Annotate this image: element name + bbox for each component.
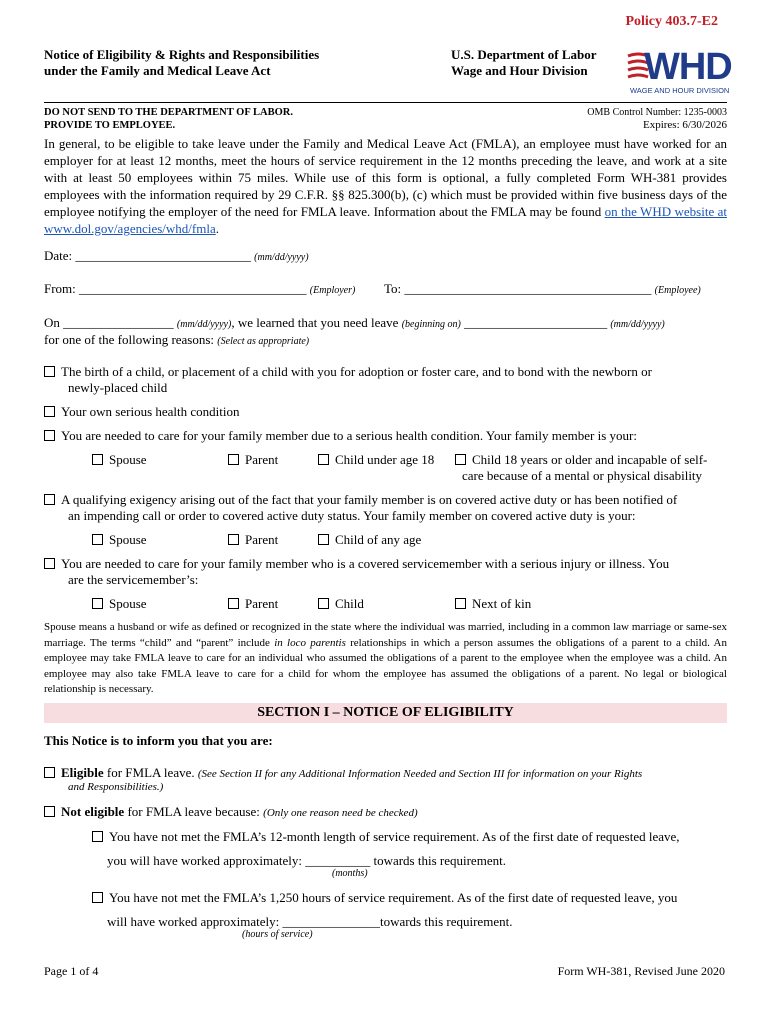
reason-servicemember (44, 556, 669, 572)
to-label: To: ______________________________________ (384, 281, 652, 296)
hours-line1: You have not met the FMLA’s 1,250 hours of service requirement. As of the first date of requested leave, you (109, 890, 678, 905)
own-health-checkbox[interactable] (44, 406, 55, 417)
exigency-spouse-checkbox[interactable] (92, 534, 103, 545)
service-child-label: Child (335, 596, 364, 611)
months-input[interactable]: __________ (305, 853, 371, 868)
do-not-send-line2: PROVIDE TO EMPLOYEE. (44, 120, 176, 131)
omb-control-number: OMB Control Number: 1235-0003 (587, 107, 727, 118)
reasons-row (44, 332, 309, 348)
service-kin-label: Next of kin (472, 596, 532, 611)
birth-checkbox[interactable] (44, 366, 55, 377)
not-eligible-rest: for FMLA leave because: (124, 804, 260, 819)
family-parent-checkbox[interactable] (228, 454, 239, 465)
section-1-intro: This Notice is to inform you that you are: (44, 733, 273, 748)
servicemember-checkbox[interactable] (44, 558, 55, 569)
family-spouse-label: Spouse (109, 452, 147, 467)
servicemember-line1: You are needed to care for your family member who is a covered servicemember with a serious injury or illness. You (61, 556, 670, 571)
service-option-spouse (92, 596, 147, 612)
service-parent-label: Parent (245, 596, 279, 611)
intro-paragraph (44, 135, 727, 237)
department-line1: U.S. Department of Labor (451, 47, 597, 62)
hours-line2-text: will have worked approximately: (107, 914, 283, 929)
reason-exigency (44, 492, 677, 508)
family-child18-label: Child under age 18 (335, 452, 435, 467)
from-field[interactable] (44, 281, 355, 297)
eligible-rest: for FMLA leave. (103, 765, 195, 780)
date-format-hint: (mm/dd/yyyy) (254, 252, 309, 263)
reason-birth (44, 364, 652, 380)
not-eligible-option (44, 804, 418, 820)
employee-hint: (Employee) (654, 285, 701, 296)
expiration-date: Expires: 6/30/2026 (642, 119, 727, 131)
family-parent-label: Parent (245, 452, 279, 467)
exigency-spouse-label: Spouse (109, 532, 147, 547)
section-1-title: SECTION I – NOTICE OF ELIGIBILITY (44, 703, 727, 723)
months-requirement-option (92, 829, 680, 845)
servicemember-line2: are the servicemember’s: (68, 572, 199, 587)
care-family-text: You are needed to care for your family member due to a serious health condition. Your family member is your: (61, 428, 637, 443)
hours-line2-end: towards this requirement. (379, 914, 513, 929)
department-line2: Wage and Hour Division (451, 63, 588, 78)
exigency-line1: A qualifying exigency arising out of the fact that your family member is on covered active duty or has been notified of (61, 492, 678, 507)
intro-end: . (215, 221, 219, 236)
date-label: Date: ___________________________ (44, 248, 251, 263)
service-child-checkbox[interactable] (318, 598, 329, 609)
service-spouse-label: Spouse (109, 596, 147, 611)
eligible-label: Eligible (61, 765, 104, 780)
months-checkbox[interactable] (92, 831, 103, 842)
exigency-line2: an impending call or order to covered active duty status. Your family member on covered active duty is your: (68, 508, 636, 523)
begin-date-field[interactable]: ______________________ (464, 315, 608, 330)
hours-input[interactable]: _______________ (282, 914, 380, 929)
eligible-hint-line1: (See Section II for any Additional Information Needed and Section III for information on your Rights (197, 768, 643, 780)
eligible-option (44, 765, 642, 781)
whd-logo (626, 46, 732, 98)
service-option-parent (228, 596, 278, 612)
family-option-child-over18 (455, 452, 707, 468)
service-kin-checkbox[interactable] (455, 598, 466, 609)
hours-hint: (hours of service) (242, 929, 313, 940)
intro-text: In general, to be eligible to take leave under the Family and Medical Leave Act (FMLA), an employee must have worked for an employer for at least 12 months, meet the hours of service requirement in the 12 months preceding the leave, and work at a site with at least 50 employees within 75 miles. While use of this form is optional, a fully completed Form WH-381 provides employees with the information required by 29 C.F.R. §§ 825.300(b), (c) which must be provided within five business days of the employee notifying the employer of the need for FMLA leave. Information about the FMLA may be found (44, 136, 727, 219)
exigency-option-child (318, 532, 421, 548)
whd-logo-subtitle: WAGE AND HOUR DIVISION (630, 86, 730, 95)
leave-date-row (44, 315, 665, 331)
reasons-label: for one of the following reasons: (44, 332, 215, 347)
months-hint: (months) (332, 868, 368, 879)
exigency-option-spouse (92, 532, 147, 548)
reason-own-health (44, 404, 240, 420)
definition-text-italic: in loco parentis (274, 636, 346, 649)
family-child-over18-checkbox[interactable] (455, 454, 466, 465)
family-option-parent (228, 452, 278, 468)
exigency-child-label: Child of any age (335, 532, 422, 547)
hours-requirement-option (92, 890, 677, 906)
months-line1: You have not met the FMLA’s 12-month length of service requirement. As of the first date of requested leave, (109, 829, 680, 844)
do-not-send-notice (44, 106, 293, 132)
begin-date-hint: (mm/dd/yyyy) (610, 319, 665, 330)
months-line2-end: towards this requirement. (370, 853, 506, 868)
own-health-text: Your own serious health condition (61, 404, 240, 419)
to-field[interactable] (384, 281, 701, 297)
notice-title-line2: under the Family and Medical Leave Act (44, 63, 271, 78)
exigency-child-checkbox[interactable] (318, 534, 329, 545)
learned-text: , we learned that you need leave (231, 315, 399, 330)
beginning-hint: (beginning on) (401, 319, 461, 330)
family-option-spouse (92, 452, 147, 468)
service-spouse-checkbox[interactable] (92, 598, 103, 609)
birth-text-line2: newly-placed child (68, 380, 168, 395)
reason-care-family (44, 428, 637, 444)
form-revision: Form WH-381, Revised June 2020 (557, 964, 725, 978)
hours-checkbox[interactable] (92, 892, 103, 903)
months-line2-text: you will have worked approximately: (107, 853, 302, 868)
notice-title (44, 47, 319, 79)
service-option-kin (455, 596, 531, 612)
not-eligible-label: Not eligible (61, 804, 125, 819)
family-child18-checkbox[interactable] (318, 454, 329, 465)
on-date-field[interactable]: On _________________ (44, 315, 174, 330)
definition-text-part1: Spouse means a husband or wife as defined or recognized in the state where the individual was married, including in a common law marriage or same-sex marriage. The terms “child” and “parent” include (44, 621, 727, 649)
from-label: From: ___________________________________ (44, 281, 307, 296)
reasons-hint: (Select as appropriate) (217, 336, 310, 347)
date-field[interactable] (44, 248, 309, 264)
hours-line2 (107, 914, 512, 930)
family-child-over18-line2: care because of a mental or physical disability (462, 468, 703, 483)
do-not-send-line1: DO NOT SEND TO THE DEPARTMENT OF LABOR. (44, 107, 293, 118)
notice-title-line1: Notice of Eligibility & Rights and Responsibilities (44, 47, 320, 62)
header-divider (44, 102, 727, 103)
not-eligible-hint: (Only one reason need be checked) (263, 807, 418, 819)
service-parent-checkbox[interactable] (228, 598, 239, 609)
eligible-checkbox[interactable] (44, 767, 55, 778)
exigency-parent-checkbox[interactable] (228, 534, 239, 545)
department-name (451, 47, 597, 79)
definition-text-part2: relationships in which a person assumes the obligations of a parent to a child. An employee may take FMLA leave to care for an individual who assumed the obligations of a parent to the employee when the employee was a child. An employee may also take FMLA leave to care for a child for whom the employee has assumed the obligations of a parent. No legal or biological relationship is necessary. (44, 636, 727, 695)
months-line2 (107, 853, 506, 869)
omb-info (587, 106, 727, 132)
family-option-child18 (318, 452, 434, 468)
whd-website-link[interactable]: on the WHD website at www.dol.gov/agencies/whd/fmla (44, 204, 727, 236)
care-family-checkbox[interactable] (44, 430, 55, 441)
family-child-over18-line1: Child 18 years or older and incapable of self- (472, 452, 708, 467)
family-spouse-checkbox[interactable] (92, 454, 103, 465)
on-date-hint: (mm/dd/yyyy) (176, 319, 232, 330)
definition-paragraph (44, 620, 727, 698)
birth-text-line1: The birth of a child, or placement of a child with you for adoption or foster care, and to bond with the newborn or (61, 364, 652, 379)
eligible-hint-line2: and Responsibilities.) (68, 781, 164, 793)
page-number: Page 1 of 4 (44, 964, 99, 978)
exigency-parent-label: Parent (245, 532, 279, 547)
policy-number: Policy 403.7-E2 (625, 14, 718, 29)
employer-hint: (Employer) (309, 285, 356, 296)
service-option-child (318, 596, 364, 612)
not-eligible-checkbox[interactable] (44, 806, 55, 817)
exigency-checkbox[interactable] (44, 494, 55, 505)
whd-logo-letters: WHD (644, 46, 732, 88)
exigency-option-parent (228, 532, 278, 548)
